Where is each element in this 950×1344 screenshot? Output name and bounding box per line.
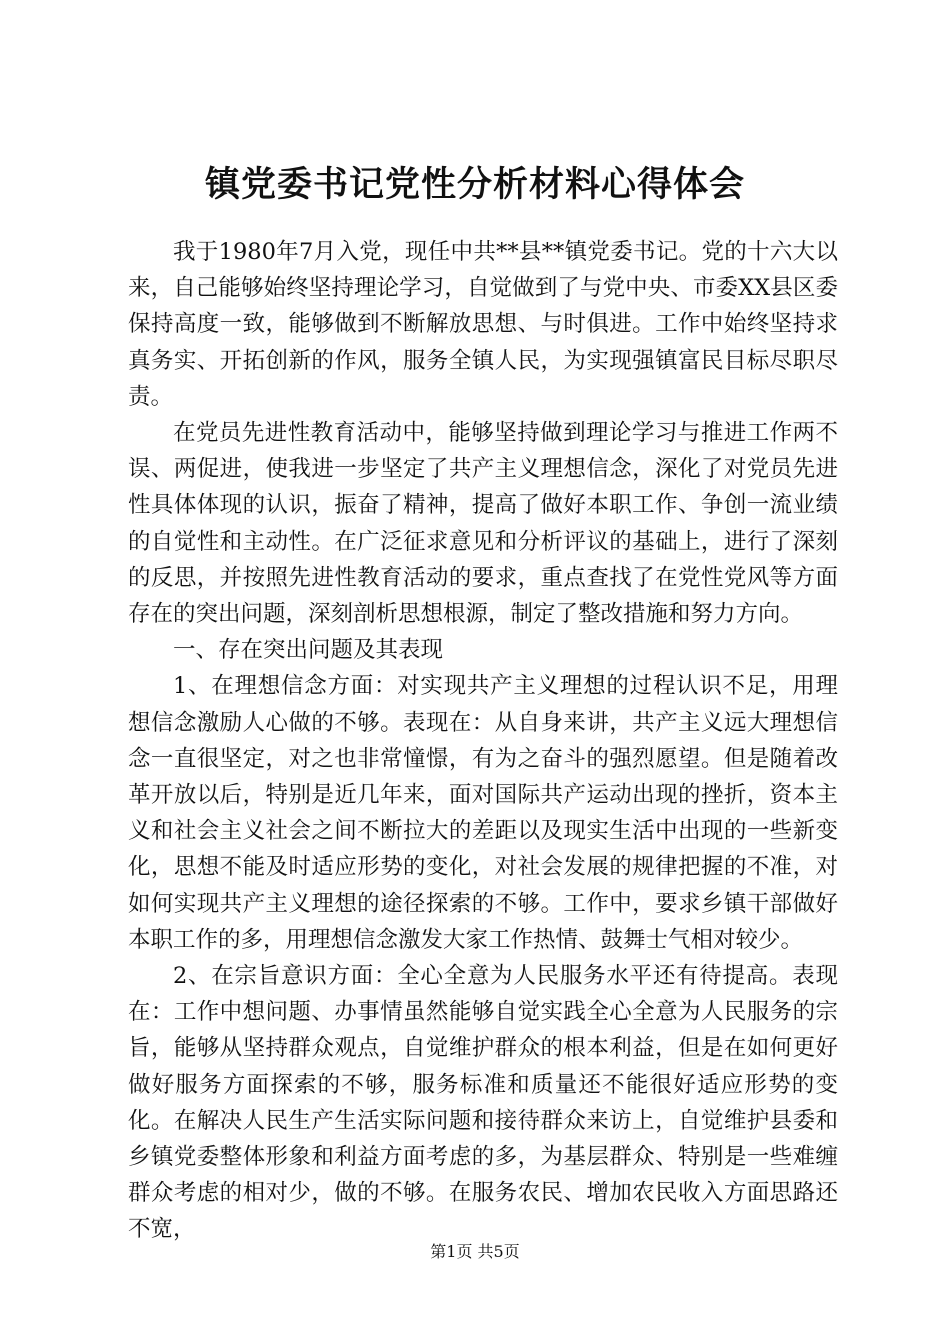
- section-heading: 一、存在突出问题及其表现: [173, 637, 444, 664]
- paragraph-ideals-beliefs: 1、在理想信念方面：对实现共产主义理想的过程认识不足，用理想信念激励人心做的不够。表现在：从自身来讲，共产主义远大理想信念一直很坚定，对之也非常憧憬，有为之奋斗的强烈愿望。但是随着改革开放以后，特别是近几年来，面对国际共产运动出现的挫折，资本主义和社会主义社会之间不断拉大的差距以及现实生活中出现的一些新变化，思想不能及时适应形势的变化，对社会发展的规律把握的不准，对如何实现共产主义理想的途径探索的不够。工作中，要求乡镇干部做好本职工作的多，用理想信念激发大家工作热情、鼓舞士气相对较少。: [128, 673, 838, 953]
- paragraph-education-activity: 在党员先进性教育活动中，能够坚持做到理论学习与推进工作两不误、两促进，使我进一步坚定了共产主义理想信念，深化了对党员先进性具体体现的认识，振奋了精神，提高了做好本职工作、争创一流业绩的自觉性和主动性。在广泛征求意见和分析评议的基础上，进行了深刻的反思，并按照先进性教育活动的要求，重点查找了在党性党风等方面存在的突出问题，深刻剖析思想根源，制定了整改措施和努力方向。: [128, 420, 838, 628]
- document-title: 镇党委书记党性分析材料心得体会: [204, 164, 745, 205]
- document-body: [128, 234, 838, 1248]
- paragraph-intro: 我于1980年7月入党，现任中共**县**镇党委书记。党的十六大以来，自己能够始终坚持理论学习，自觉做到了与党中央、市委XX县区委保持高度一致，能够做到不断解放思想、与时俱进。工作中始终坚持求真务实、开拓创新的作风，服务全镇人民，为实现强镇富民目标尽职尽责。: [128, 239, 838, 410]
- page-number-footer: 第1页 共5页: [430, 1242, 520, 1261]
- paragraph-purpose-awareness: 2、在宗旨意识方面：全心全意为人民服务水平还有待提高。表现在：工作中想问题、办事情虽然能够自觉实践全心全意为人民服务的宗旨，能够从坚持群众观点，自觉维护群众的根本利益，但是在如何更好做好服务方面探索的不够，服务标准和质量还不能很好适应形势的变化。在解决人民生产生活实际问题和接待群众来访上，自觉维护县委和乡镇党委整体形象和利益方面考虑的多，为基层群众、特别是一些难缠群众考虑的相对少，做的不够。在服务农民、增加农民收入方面思路还不宽，: [128, 963, 838, 1243]
